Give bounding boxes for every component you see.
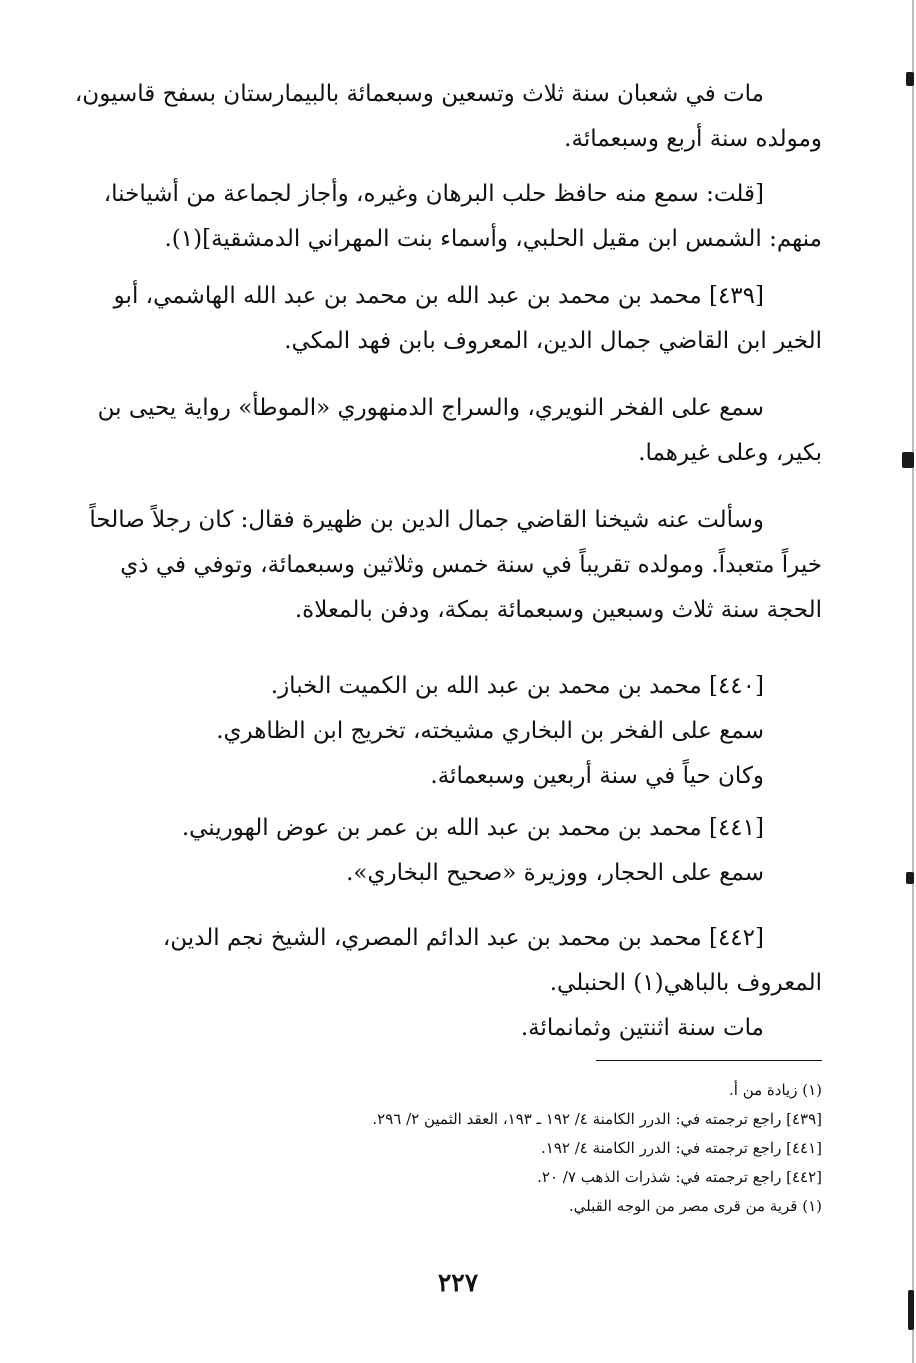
scan-mark: [906, 872, 914, 884]
text-line: وكان حياً في سنة أربعين وسبعمائة.: [430, 763, 764, 789]
text-line: [٤٤٢] محمد بن محمد بن عبد الدائم المصري، الشيخ نجم الدين،: [162, 925, 764, 951]
footnote: [٤٣٩] راجع ترجمته في: الدرر الكامنة ٤/ ١٩٢ ـ ١٩٣، العقد الثمين ٢/ ٢٩٦.: [372, 1110, 822, 1128]
scan-mark: [908, 1290, 914, 1330]
footnotes: [286, 1076, 822, 1221]
entry-442: [86, 916, 822, 1051]
entry-439-biography: [86, 498, 822, 633]
text-line: [٤٤٠] محمد بن محمد بن عبد الله بن الكميت الخباز.: [270, 673, 764, 699]
text-line: [٤٣٩] محمد بن محمد بن عبد الله بن محمد بن عبد الله الهاشمي، أبو: [113, 283, 764, 309]
text-line: ومولده سنة أربع وسبعمائة.: [564, 126, 822, 152]
page-edge-shadow: [912, 0, 914, 1363]
footnote-separator: [596, 1060, 822, 1061]
text-line: مات في شعبان سنة ثلاث وتسعين وسبعمائة بالبيمارستان بسفح قاسيون،: [74, 81, 764, 107]
paragraph-editor-addition: [86, 172, 822, 262]
text-line: سمع على الفخر النويري، والسراج الدمنهوري «الموطأ» رواية يحيى بن: [97, 395, 764, 421]
text-line: منهم: الشمس ابن مقيل الحلبي، وأسماء بنت المهراني الدمشقية](١).: [164, 226, 822, 252]
text-line: بكير، وعلى غيرهما.: [638, 440, 822, 466]
text-line: [٤٤١] محمد بن محمد بن عبد الله بن عمر بن عوض الهوريني.: [181, 815, 764, 841]
text-line: [قلت: سمع منه حافظ حلب البرهان وغيره، وأجاز لجماعة من أشياخنا،: [103, 181, 764, 207]
entry-440: [86, 664, 822, 799]
text-line: سمع على الفخر بن البخاري مشيخته، تخريج ابن الظاهري.: [216, 718, 764, 744]
text-line: سمع على الحجار، ووزيرة «صحيح البخاري».: [346, 860, 764, 886]
text-line: الخير ابن القاضي جمال الدين، المعروف بابن فهد المكي.: [284, 328, 822, 354]
text-line: وسألت عنه شيخنا القاضي جمال الدين بن ظهيرة فقال: كان رجلاً صالحاً: [89, 507, 764, 533]
text-line: المعروف بالباهي(١) الحنبلي.: [549, 970, 822, 996]
text-line: مات سنة اثنتين وثمانمائة.: [520, 1015, 764, 1041]
footnote: (١) زيادة من أ.: [729, 1081, 822, 1099]
text-line: خيراً متعبداً. ومولده تقريباً في سنة خمس وثلاثين وسبعمائة، وتوفي في ذي: [120, 552, 822, 578]
scan-mark: [902, 452, 914, 468]
entry-441: [86, 806, 822, 896]
text-line: الحجة سنة ثلاث وسبعين وسبعمائة بمكة، ودفن بالمعلاة.: [294, 597, 822, 623]
page-number: ٢٢٧: [437, 1268, 479, 1297]
paragraph-death-note: [74, 72, 822, 162]
footnote: [٤٤١] راجع ترجمته في: الدرر الكامنة ٤/ ١٩٢.: [541, 1139, 822, 1157]
footnote: [٤٤٢] راجع ترجمته في: شذرات الذهب ٧/ ٢٠.: [537, 1168, 822, 1186]
entry-439-heading: [86, 274, 822, 364]
footnote: (١) قرية من قرى مصر من الوجه القبلي.: [568, 1197, 822, 1215]
entry-439-hearing: [86, 386, 822, 476]
scan-mark: [906, 72, 914, 86]
